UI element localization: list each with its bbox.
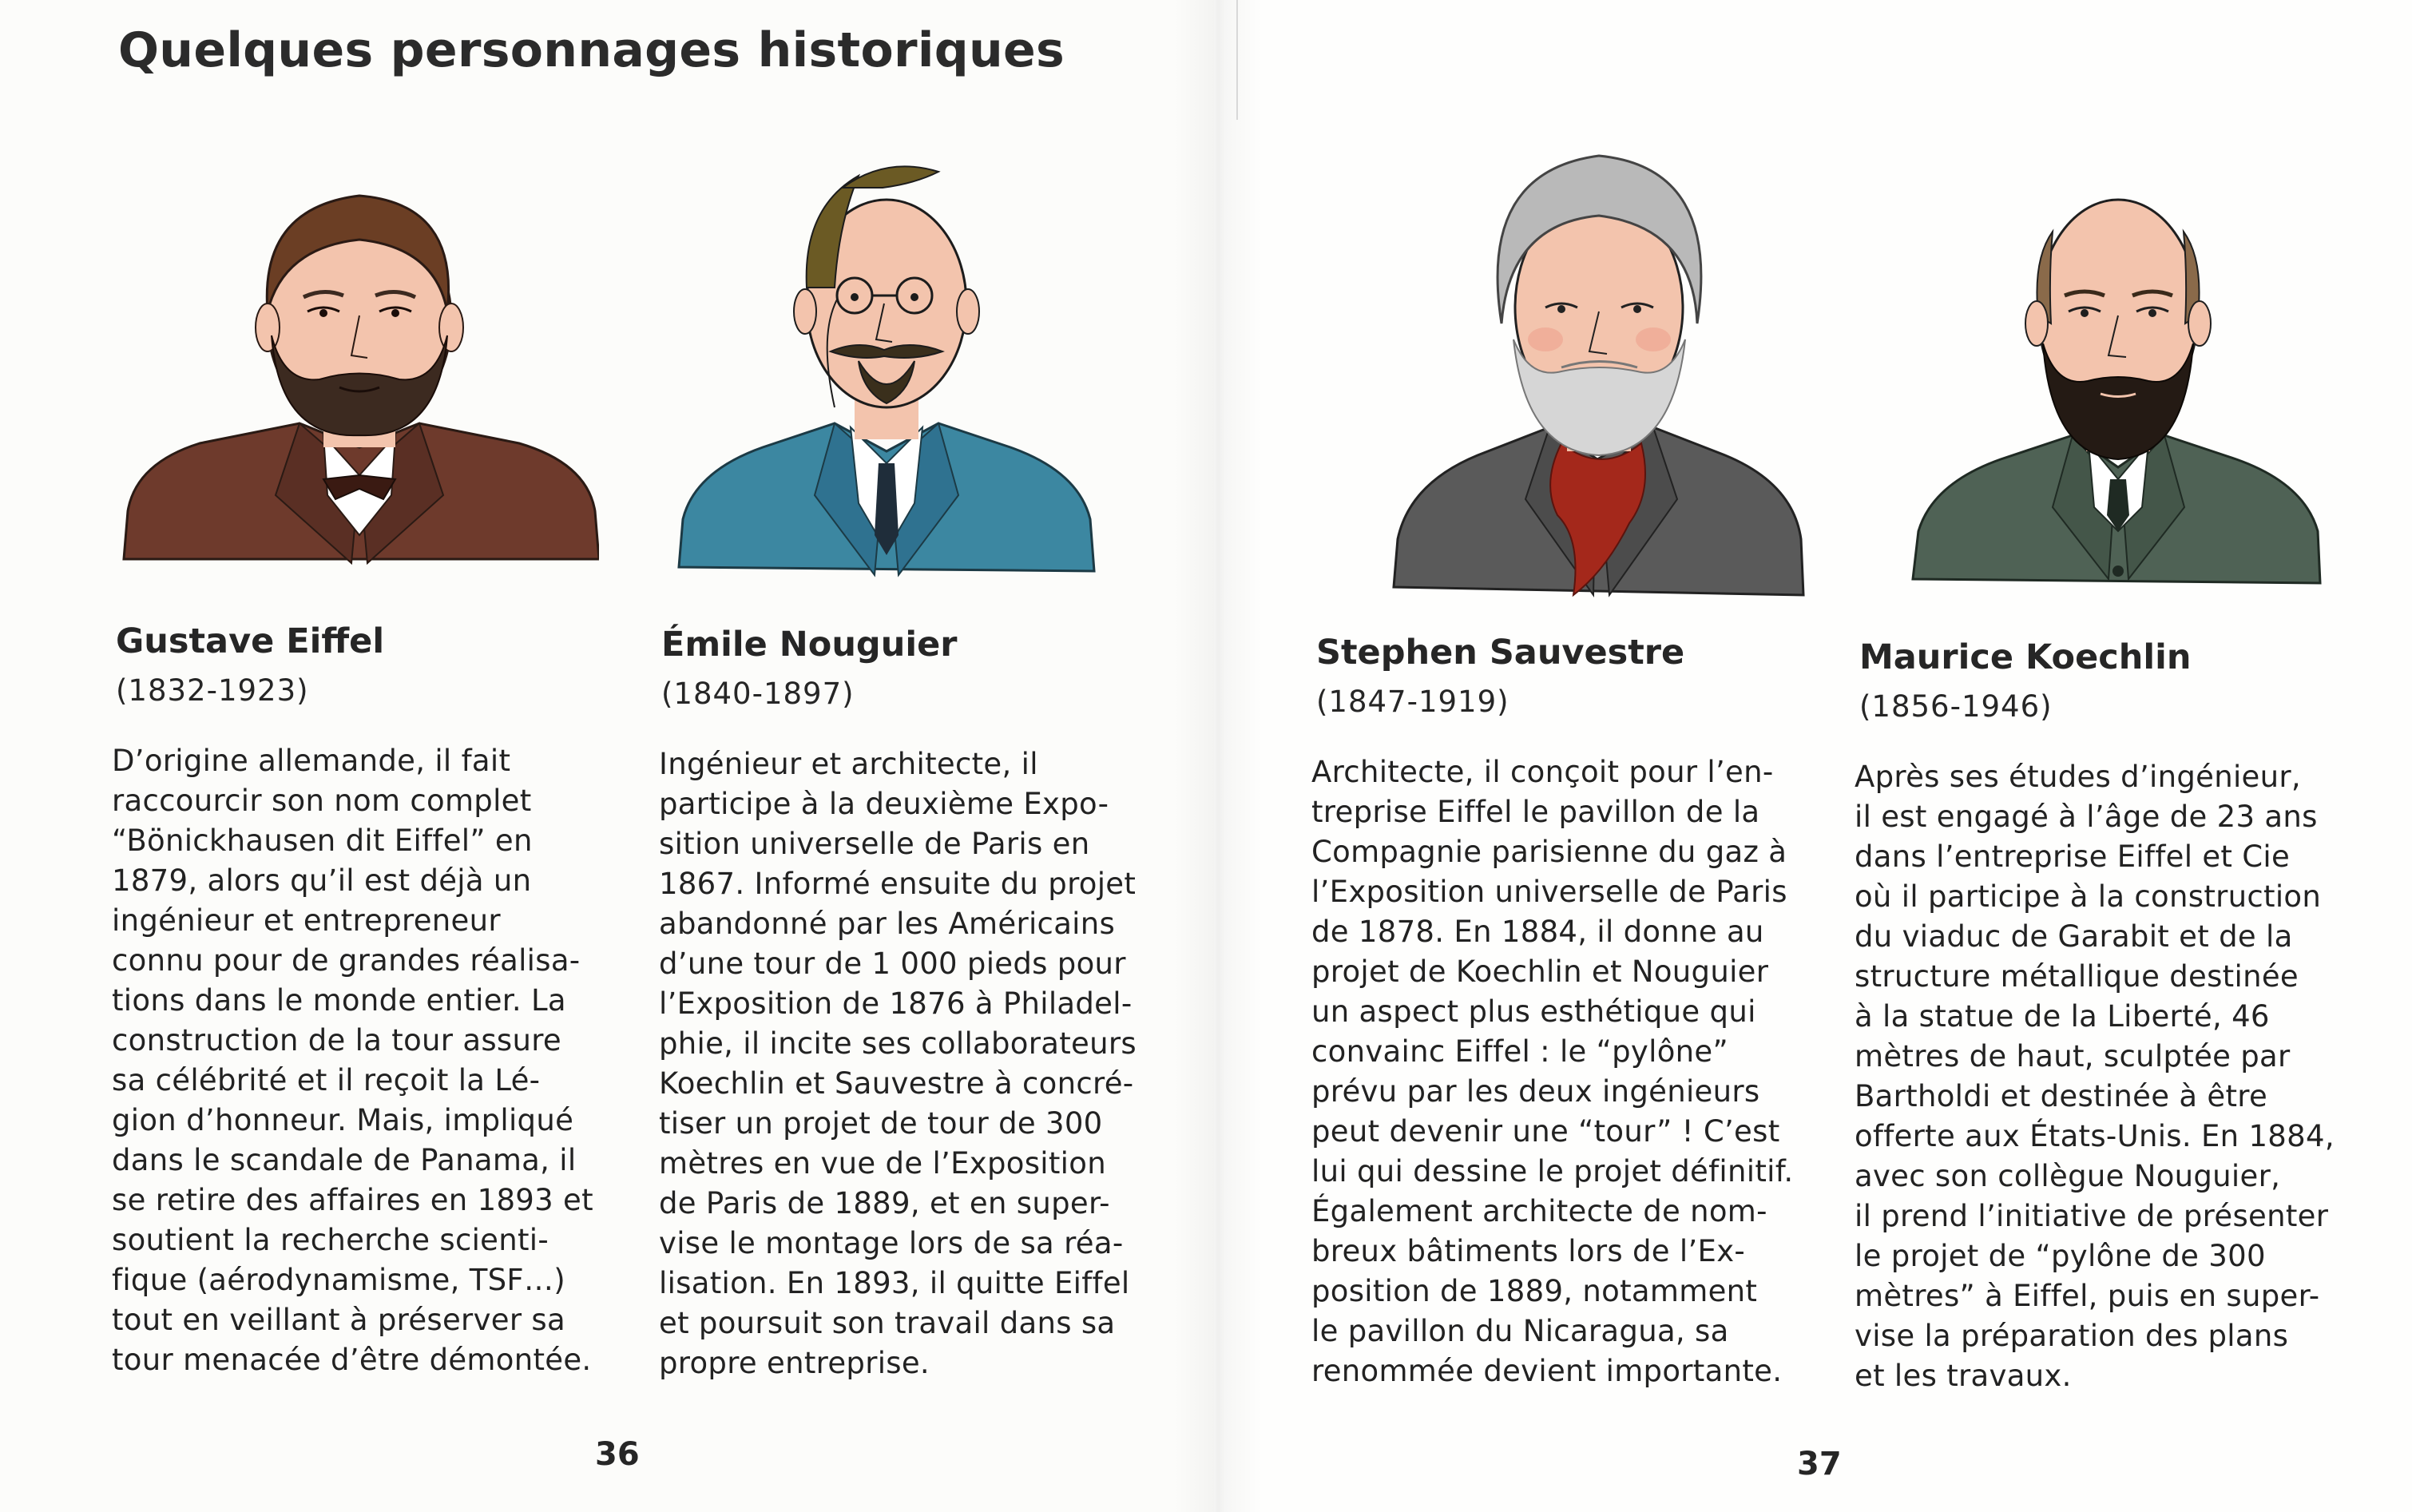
bio-line: convainc Eiffel : le “pylône”: [1311, 1034, 1728, 1069]
bio-line: tiser un projet de tour de 300: [659, 1106, 1103, 1141]
bio-line: le projet de “pylône de 300: [1855, 1239, 2266, 1273]
bio-line: vise le montage lors de sa réa-: [659, 1226, 1124, 1260]
bio-line: vise la préparation des plans: [1855, 1319, 2289, 1353]
figure-name-sauvestre: Stephen Sauvestre: [1316, 633, 1685, 673]
bio-line: soutient la recherche scienti-: [112, 1223, 549, 1257]
bio-line: d’une tour de 1 000 pieds pour: [659, 946, 1126, 981]
bio-line: peut devenir une “tour” ! C’est: [1311, 1114, 1780, 1149]
page-number-right: 37: [1797, 1446, 1842, 1482]
bio-line: prévu par les deux ingénieurs: [1311, 1074, 1760, 1109]
bio-line: lui qui dessine le projet définitif.: [1311, 1154, 1794, 1189]
bio-line: du viaduc de Garabit et de la: [1855, 919, 2293, 954]
bio-line: sition universelle de Paris en: [659, 827, 1090, 861]
spread-title: Quelques personnages historiques: [118, 22, 1065, 78]
bio-line: l’Exposition de 1876 à Philadel-: [659, 986, 1133, 1021]
bio-line: un aspect plus esthétique qui: [1311, 994, 1756, 1029]
bio-line: de 1878. En 1884, il donne au: [1311, 915, 1764, 949]
bio-line: et poursuit son travail dans sa: [659, 1306, 1116, 1340]
bio-line: il est engagé à l’âge de 23 ans: [1855, 800, 2318, 834]
figure-dates-sauvestre: (1847-1919): [1316, 685, 1509, 719]
figure-dates-koechlin: (1856-1946): [1859, 689, 2053, 724]
figure-dates-eiffel: (1832-1923): [116, 673, 309, 708]
bio-line: D’origine allemande, il fait: [112, 744, 511, 778]
figure-bio-koechlin: [1855, 757, 2335, 1396]
figure-name-eiffel: Gustave Eiffel: [116, 621, 385, 661]
bio-line: fique (aérodynamisme, TSF…): [112, 1263, 566, 1297]
bio-line: projet de Koechlin et Nouguier: [1311, 954, 1769, 989]
figure-name-koechlin: Maurice Koechlin: [1859, 637, 2192, 677]
bio-line: Architecte, il conçoit pour l’en-: [1311, 755, 1774, 789]
bio-line: lisation. En 1893, il quitte Eiffel: [659, 1266, 1130, 1300]
bio-line: Également architecte de nom-: [1311, 1194, 1767, 1228]
bio-line: treprise Eiffel le pavillon de la: [1311, 795, 1760, 829]
bio-line: mètres en vue de l’Exposition: [659, 1146, 1106, 1181]
bio-line: dans l’entreprise Eiffel et Cie: [1855, 839, 2291, 874]
bio-line: propre entreprise.: [659, 1346, 930, 1380]
bio-line: il prend l’initiative de présenter: [1855, 1199, 2329, 1233]
bio-line: structure métallique destinée: [1855, 959, 2299, 994]
bio-line: ingénieur et entrepreneur: [112, 903, 501, 938]
bio-line: 1867. Informé ensuite du projet: [659, 867, 1137, 901]
bio-line: 1879, alors qu’il est déjà un: [112, 863, 532, 898]
bio-line: raccourcir son nom complet: [112, 784, 532, 818]
bio-line: tout en veillant à préserver sa: [112, 1303, 565, 1337]
figure-bio-nouguier: [659, 744, 1137, 1383]
figure-bio-sauvestre: [1311, 752, 1793, 1391]
bio-line: Après ses études d’ingénieur,: [1855, 760, 2301, 794]
figure-bio-eiffel: [112, 741, 593, 1380]
bio-line: offerte aux États-Unis. En 1884,: [1855, 1119, 2335, 1153]
maurice-koechlin-portrait: [1909, 156, 2324, 603]
gutter-line: [1236, 0, 1238, 120]
bio-line: mètres de haut, sculptée par: [1855, 1039, 2291, 1073]
bio-line: de Paris de 1889, et en super-: [659, 1186, 1110, 1220]
bio-line: dans le scandale de Panama, il: [112, 1143, 577, 1177]
bio-line: sa célébrité et il reçoit la Lé-: [112, 1063, 541, 1097]
bio-line: participe à la deuxième Expo-: [659, 787, 1109, 821]
bio-line: le pavillon du Nicaragua, sa: [1311, 1314, 1729, 1348]
bio-line: tour menacée d’être démontée.: [112, 1343, 592, 1377]
emile-nouguier-portrait: [675, 152, 1098, 587]
bio-line: mètres” à Eiffel, puis en super-: [1855, 1279, 2320, 1313]
bio-line: phie, il incite ses collaborateurs: [659, 1026, 1137, 1061]
bio-line: Compagnie parisienne du gaz à: [1311, 835, 1787, 869]
bio-line: l’Exposition universelle de Paris: [1311, 875, 1787, 909]
bio-line: abandonné par les Américains: [659, 907, 1116, 941]
bio-line: Koechlin et Sauvestre à concré-: [659, 1066, 1134, 1101]
stephen-sauvestre-portrait: [1390, 140, 1805, 611]
bio-line: tions dans le monde entier. La: [112, 983, 566, 1018]
bio-line: renommée devient importante.: [1311, 1354, 1783, 1388]
bio-line: avec son collègue Nouguier,: [1855, 1159, 2281, 1193]
bio-line: gion d’honneur. Mais, impliqué: [112, 1103, 574, 1137]
bio-line: et les travaux.: [1855, 1359, 2072, 1393]
bio-line: se retire des affaires en 1893 et: [112, 1183, 593, 1217]
bio-line: Ingénieur et architecte, il: [659, 747, 1038, 781]
figure-dates-nouguier: (1840-1897): [661, 677, 855, 711]
book-gutter: [1174, 0, 1262, 1512]
page-number-left: 36: [595, 1436, 640, 1473]
bio-line: breux bâtiments lors de l’Ex-: [1311, 1234, 1746, 1268]
bio-line: Bartholdi et destinée à être: [1855, 1079, 2268, 1113]
bio-line: position de 1889, notamment: [1311, 1274, 1758, 1308]
bio-line: construction de la tour assure: [112, 1023, 561, 1058]
gustave-eiffel-portrait: [120, 160, 599, 575]
bio-line: “Bönickhausen dit Eiffel” en: [112, 823, 533, 858]
figure-name-nouguier: Émile Nouguier: [661, 625, 958, 665]
bio-line: où il participe à la construction: [1855, 879, 2322, 914]
bio-line: connu pour de grandes réalisa-: [112, 943, 581, 978]
bio-line: à la statue de la Liberté, 46: [1855, 999, 2270, 1034]
